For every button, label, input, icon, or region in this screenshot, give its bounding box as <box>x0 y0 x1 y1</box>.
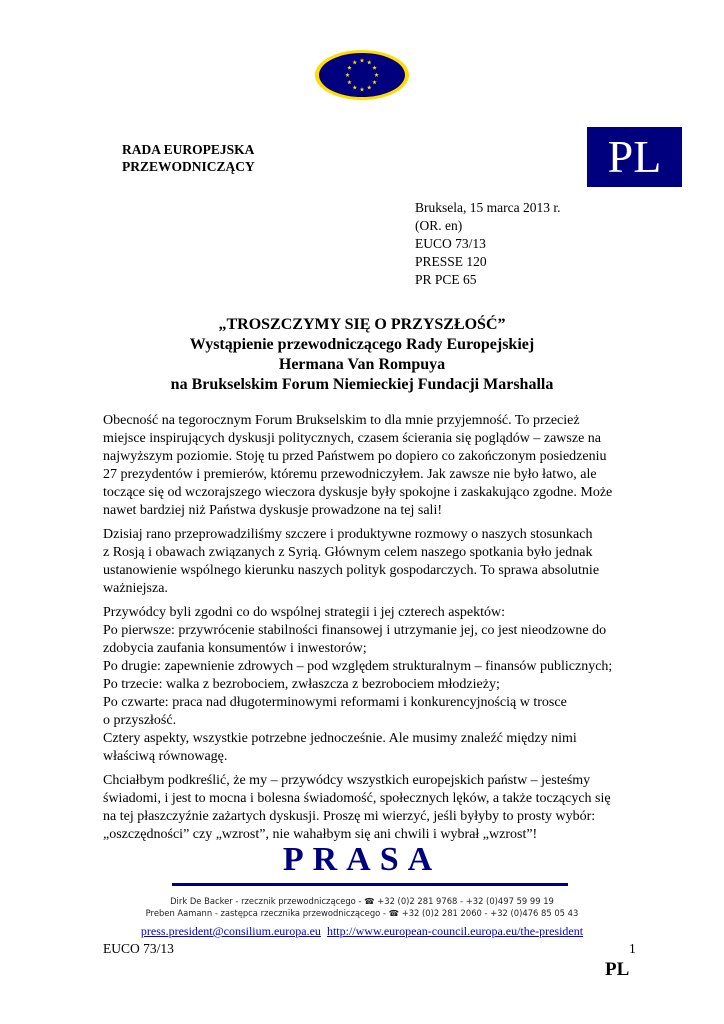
text-line: Po pierwsze: przywrócenie stabilności finansowej i utrzymanie jej, co jest nieodzowne do <box>103 623 607 638</box>
text-line: najwyższym poziomie. Stoję tu przed Państwem po dopiero co zakończonym posiedzeniu <box>103 449 607 464</box>
text-line: o przyszłość. <box>103 713 177 728</box>
institution-header <box>122 141 255 175</box>
eu-flag-emblem <box>313 48 411 102</box>
press-contacts <box>62 896 662 919</box>
original-language: (OR. en) <box>415 218 463 233</box>
text-line: Chciałbym podkreślić, że my – przywódcy wszystkich europejskich państw – jesteśmy <box>103 773 591 788</box>
title-line-3: Hermana Van Rompuya <box>278 356 446 373</box>
text-line: toczące się od wczorajszego wieczora dyskusje były spokojne i zaskakująco zgodne. Może <box>103 485 613 500</box>
institution-name: RADA EUROPEJSKA <box>122 142 255 157</box>
speech-body <box>103 412 633 850</box>
place-date: Bruksela, 15 marca 2013 r. <box>415 200 561 215</box>
text-line: ustanowienie wspólnego kierunku naszych polityk gospodarczych. To sprawa absolutnie <box>103 563 600 578</box>
text-line: z Rosją i obawach związanych z Syrią. Głównym celem naszego spotkania było jednak <box>103 545 593 560</box>
text-line: Przywódcy byli zgodni co do wspólnej strategii i jej czterech aspektów: <box>103 605 506 620</box>
title-line-1: „TROSZCZYMY SIĘ O PRZYSZŁOŚĆ” <box>218 316 506 333</box>
text-line: właściwą równowagę. <box>103 749 228 764</box>
footer-links <box>62 924 662 938</box>
paragraph-1 <box>103 412 633 520</box>
paragraph-2 <box>103 526 633 598</box>
text-line: Dzisiaj rano przeprowadziliśmy szczere i produktywne rozmowy o naszych stosunkach <box>103 527 593 542</box>
text-line: Cztery aspekty, wszystkie potrzebne jednocześnie. Ale musimy znaleźć między nimi <box>103 731 577 746</box>
page-number: 1 <box>629 941 636 956</box>
text-line: na tej płaszczyźnie zażartych dyskusji. Proszę mi wierzyć, jeśli byłyby to prosty wybór: <box>103 809 596 824</box>
website-link[interactable]: http://www.european-council.europa.eu/the-president <box>326 924 584 938</box>
text-line: nawet bardziej niż Państwa dyskusje prowadzone na tej sali! <box>103 503 443 518</box>
speech-title <box>100 315 624 395</box>
text-line: Po czwarte: praca nad długoterminowymi reformami i konkurencyjnością w trosce <box>103 695 567 710</box>
title-line-4: na Brukselskim Forum Niemieckiej Fundacji Marshalla <box>170 376 554 393</box>
text-line: ważniejsza. <box>103 581 168 596</box>
text-line: Po trzecie: walka z bezrobociem, zwłaszcza z bezrobociem młodzieży; <box>103 677 500 692</box>
press-divider <box>172 883 568 886</box>
language-badge: PL <box>587 127 682 187</box>
paragraph-4 <box>103 772 633 844</box>
text-line: zdobycia zaufania konsumentów i inwestorów; <box>103 641 367 656</box>
eu-stars-icon <box>313 48 411 102</box>
text-line: świadomi, i jest to mocna i bolesna świadomość, społecznych lęków, a także toczących się <box>103 791 611 806</box>
text-line: Obecność na tegorocznym Forum Brukselskim to dla mnie przyjemność. To przecież <box>103 413 580 428</box>
footer-document-code: EUCO 73/13 <box>103 941 174 956</box>
text-line: miejsce inspirujących dyskusji politycznych, czasem ścierania się poglądów – zawsze na <box>103 431 601 446</box>
document-reference <box>415 199 560 289</box>
contact-spokesperson: Dirk De Backer - rzecznik przewodniczącego - ☎ +32 (0)2 281 9768 - +32 (0)497 59 99 19 <box>170 896 554 906</box>
footer-language: PL <box>605 959 630 980</box>
paragraph-3 <box>103 604 633 766</box>
pr-pce-number: PR PCE 65 <box>415 272 477 287</box>
euco-number: EUCO 73/13 <box>415 236 486 251</box>
text-line: Po drugie: zapewnienie zdrowych – pod względem strukturalnym – finansów publicznych; <box>103 659 613 674</box>
email-link[interactable]: press.president@consilium.europa.eu <box>140 924 321 938</box>
title-line-2: Wystąpienie przewodniczącego Rady Europejskiej <box>189 336 535 353</box>
contact-deputy-spokesperson: Preben Aamann - zastępca rzecznika przewodniczącego - ☎ +32 (0)2 281 2060 - +32 (0)476 85 05 43 <box>145 907 579 918</box>
text-line: 27 prezydentów i premierów, któremu przewodniczyłem. Jak zawsze nie było łatwo, ale <box>103 467 597 482</box>
press-heading: PRASA <box>282 841 442 878</box>
presse-number: PRESSE 120 <box>415 254 487 269</box>
institution-role: PRZEWODNICZĄCY <box>122 159 255 174</box>
text-line: „oszczędności” czy „wzrost”, nie wahałbym się ani chwili i wybrał „wzrost”! <box>103 827 538 842</box>
